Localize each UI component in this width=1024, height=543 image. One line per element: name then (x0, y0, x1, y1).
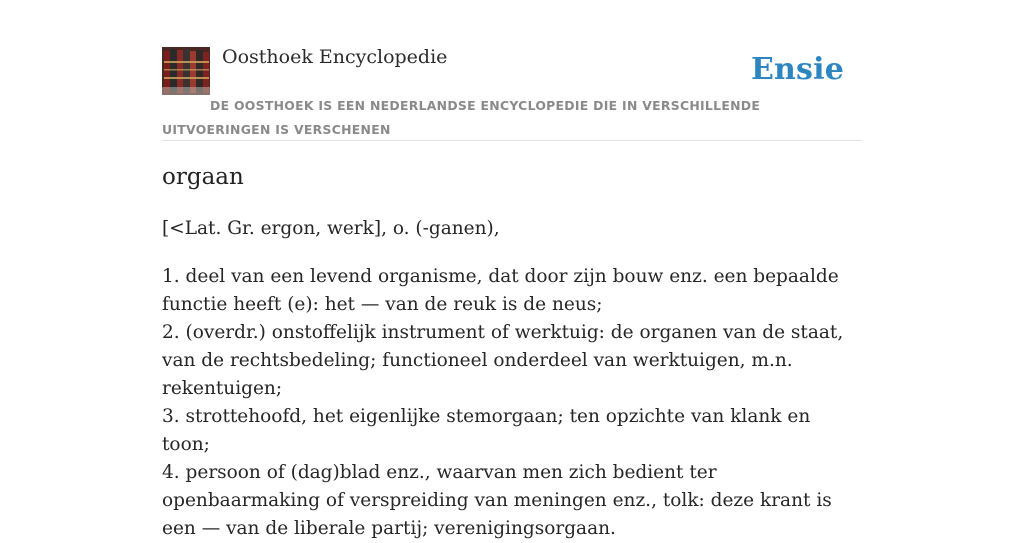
source-title[interactable]: Oosthoek Encyclopedie (222, 46, 448, 68)
source-header (162, 44, 862, 141)
ensie-logo-link[interactable]: Ensie (750, 52, 844, 87)
definition-item: 1. deel van een levend organisme, dat door zijn bouw enz. een bepaalde functie heeft (e): het — van de reuk is de neus; (162, 266, 839, 315)
entry-etymology: [<Lat. Gr. ergon, werk], o. (-ganen), (162, 218, 500, 239)
definition-item: 2. (overdr.) onstoffelijk instrument of werktuig: de organen van de staat, van de rechtsbedeling; functioneel onderdeel van werktuigen, m.n. rekentuigen; (162, 322, 844, 399)
source-tagline: DE OOSTHOEK IS EEN NEDERLANDSE ENCYCLOPEDIE DIE IN VERSCHILLENDE UITVOERINGEN IS VERSCHENEN (162, 98, 761, 137)
definition-item: 3. strottehoofd, het eigenlijke stemorgaan; ten opzichte van klank en toon; (162, 406, 811, 455)
definition-list (162, 263, 862, 543)
source-avatar[interactable] (162, 47, 210, 95)
definition-item: 4. persoon of (dag)blad enz., waarvan men zich bedient ter openbaarmaking of verspreiding van meningen enz., tolk: deze krant is een — van de liberale partij; verenigingsorgaan. (162, 462, 832, 539)
entry-headword: orgaan (162, 164, 244, 190)
book-spines-icon (162, 47, 210, 95)
